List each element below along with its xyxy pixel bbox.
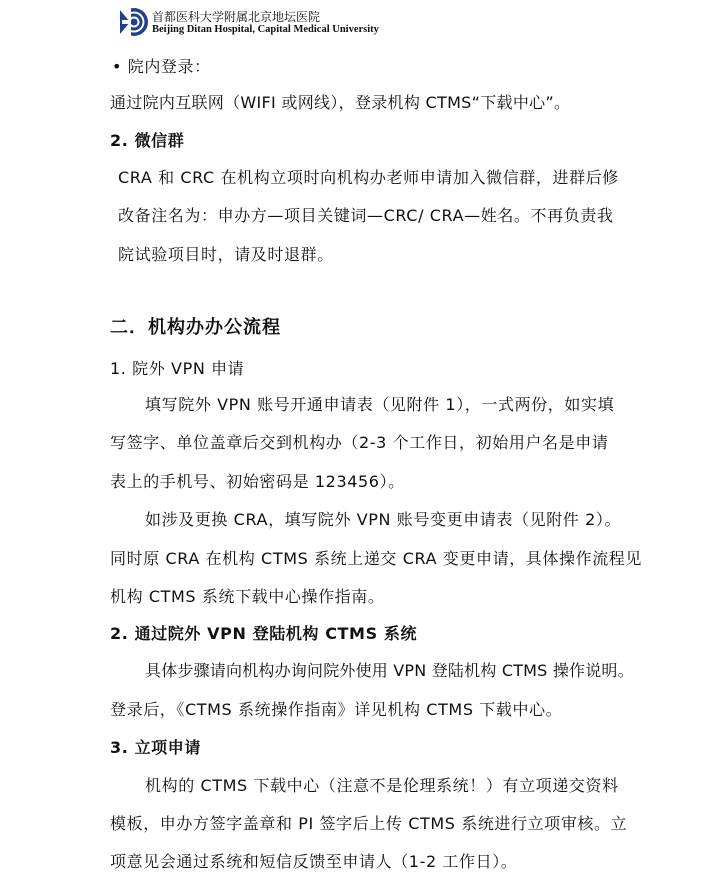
paragraph-line: 登录后，《CTMS 系统操作指南》详见机构 CTMS 下载中心。 (110, 700, 563, 719)
paragraph-line: 如涉及更换 CRA，填写院外 VPN 账号变更申请表（见附件 2）。 (145, 510, 622, 529)
paragraph-line: 通过院内互联网（WIFI 或网线），登录机构 CTMS“下载中心”。 (110, 93, 571, 112)
page-header (116, 6, 416, 46)
paragraph-line: 同时原 CRA 在机构 CTMS 系统上递交 CRA 变更申请，具体操作流程见 (110, 549, 642, 568)
paragraph-line: 表上的手机号、初始密码是 123456）。 (110, 472, 405, 491)
paragraph-line: 填写院外 VPN 账号开通申请表（见附件 1），一式两份，如实填 (145, 395, 615, 414)
paragraph-line: 写签字、单位盖章后交到机构办（2-3 个工作日，初始用户名是申请 (110, 433, 609, 452)
paragraph-line: 项意见会通过系统和短信反馈至申请人（1-2 工作日）。 (110, 852, 518, 871)
hospital-name-english: Beijing Ditan Hospital, Capital Medical University (152, 24, 379, 35)
chapter-heading-office-process: 二．机构办办公流程 (110, 317, 281, 338)
hospital-name-chinese: 首都医科大学附属北京地坛医院 (152, 10, 321, 24)
paragraph-line: CRA 和 CRC 在机构立项时向机构办老师申请加入微信群，进群后修 (118, 168, 619, 187)
section-heading-vpn-login: 2. 通过院外 VPN 登陆机构 CTMS 系统 (110, 624, 418, 643)
section-heading-vpn-application: 1. 院外 VPN 申请 (110, 359, 245, 378)
paragraph-line: 机构 CTMS 系统下载中心操作指南。 (110, 587, 385, 606)
bullet-intranet-login: • 院内登录： (112, 57, 211, 76)
paragraph-line: 具体步骤请向机构办询问院外使用 VPN 登陆机构 CTMS 操作说明。 (145, 661, 634, 680)
ditan-hospital-logo-icon (116, 6, 148, 38)
paragraph-line: 模板，申办方签字盖章和 PI 签字后上传 CTMS 系统进行立项审核。立 (110, 814, 628, 833)
paragraph-line: 改备注名为：申办方—项目关键词—CRC/ CRA—姓名。不再负责我 (118, 206, 614, 225)
paragraph-line: 机构的 CTMS 下载中心（注意不是伦理系统！）有立项递交资料 (145, 776, 619, 795)
paragraph-line: 院试验项目时，请及时退群。 (118, 245, 334, 264)
section-heading-project-application: 3. 立项申请 (110, 738, 201, 757)
section-heading-wechat-group: 2. 微信群 (110, 131, 185, 150)
